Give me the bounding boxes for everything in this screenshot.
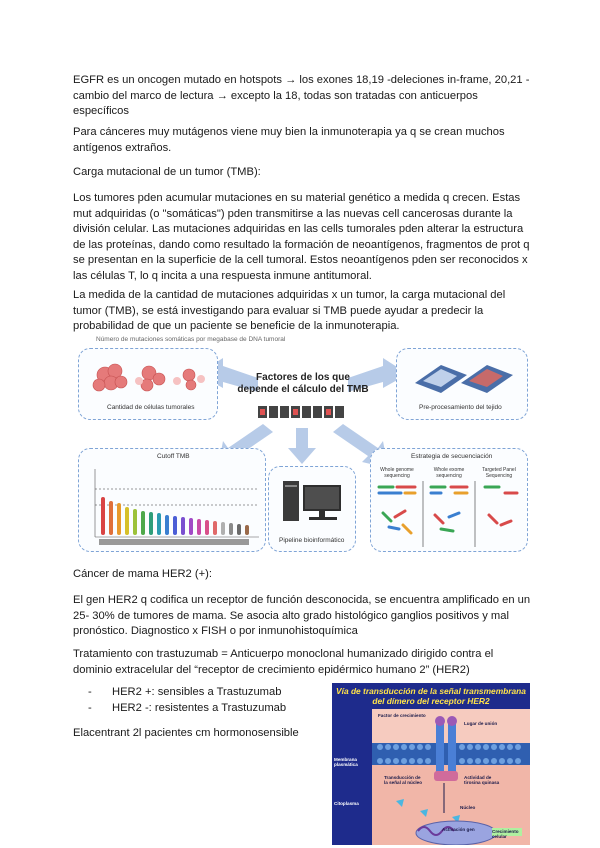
elacestrant-paragraph: Elacentrant 2l pacientes cm hormonosensible [73,727,299,739]
her2-gene-paragraph: El gen HER2 q codifica un receptor de función desconocida, se encuentra amplificado en un 25- 30% de tumores de mama. Se asocia alto grado histológico ganglios positivos y mal pronóstico. Diagnostico x FISH o por inmunohistoquímica [73,594,531,638]
her2-pathway-figure [332,683,530,845]
bullet-her2-positive [88,685,281,701]
egfr-paragraph: EGFR es un oncogen mutado en hotspots → los exones 18,19 -deleciones in-frame, 20,21 -cambio del marco de lectura → excepto la 18, todas son tratadas con anticuerpos específicos [73,74,530,118]
tumor-mutations-paragraph: Los tumores pden acumular mutaciones en su material genético a medida q crecen. Estas mut adquiridas (o "somáticas") pden transmitirse a las nuevas cell cancerosas durante la división celular. Las mutaciones adquiridas en las cells tumorales pden alterar la estructura de las proteínas, dando como resultado la formación de neoantígenos, fragmentos de prot q se presentan en la superficie de la cell tumoral. Estos neoantígenos pden ser reconocidos x las células T, lo q incita a una respuesta inmune antitumoral. [73,192,530,282]
strategy-label: Estrategia de secuenciación [411,453,493,460]
her2-title-line-2: del dímero del receptor HER2 [372,696,490,706]
center-title-line-1: Factores de los que [256,372,350,383]
bullet-text: HER2 -: resistentes a Trastuzumab [112,702,287,714]
tumor-cells-label: Cantidad de células tumorales [107,404,195,411]
label-kinase: Actividad de tirosina quinasa [464,775,500,786]
dna-blocks-icon [258,406,348,420]
pipeline-label: Pipeline bioinformático [279,537,345,544]
pipeline-box [268,466,356,552]
trastuzumab-paragraph: Tratamiento con trastuzumab = Anticuerpo monoclonal humanizado dirigido contra el dominio extracelular del “receptor de crecimiento epidérmico humano 2” (HER2) [73,648,494,676]
tumor-cells-box [78,348,218,420]
preprocessing-box [396,348,528,420]
tmb-measure-paragraph: La medida de la cantidad de mutaciones adquiridas x un tumor, la carga mutacional del tumor (TMB), se está investigando para evaluar si TMB puede ayudar a predecir la probabilidad de que un paciente se beneficie de la inmunoterapia. [73,289,506,333]
her2-title-line-1: Vía de transducción de la señal transmembrana [336,686,526,696]
tmb-factors-figure [78,336,526,550]
tissue-slides-icon [397,351,527,401]
label-nucleus: Núcleo [460,805,476,810]
wgs-label: Whole genome sequencing [380,467,414,479]
figure-header: Número de mutaciones somáticas por megabase de DNA tumoral [96,336,286,343]
wes-label: Whole exome sequencing [433,467,465,479]
preprocessing-label: Pre-procesamiento del tejido [419,404,502,411]
label-membrane: Membrana plasmática [334,757,358,768]
label-transduction: Transducción de la señal al núcleo [384,775,423,786]
label-gene-activation: Activación gen [442,827,475,832]
tmb-heading: Carga mutacional de un tumor (TMB): [73,166,261,178]
cutoff-label: Cutoff TMB [157,453,190,460]
panel-label: Targeted Panel Sequencing [482,467,516,479]
bullet-her2-negative [88,701,286,717]
center-title-line-2: depende el cálculo del TMB [237,384,369,395]
cutoff-box [78,448,266,552]
computer-icon [269,473,355,533]
label-cytoplasm: Citoplasma [334,801,359,806]
cutoff-chart-thumbnail [79,459,265,551]
bullet-dash: - [88,702,92,714]
bullet-text: HER2 +: sensibles a Trastuzumab [112,686,282,698]
her2-heading: Cáncer de mama HER2 (+): [73,568,212,580]
label-growth-factor: Factor de crecimiento [378,713,426,718]
bullet-dash: - [88,686,92,698]
label-cell-growth: Crecimiento celular [492,829,519,840]
immunotherapy-paragraph: Para cánceres muy mutágenos viene muy bien la inmunoterapia ya q se crean muchos antígenos extraños. [73,126,505,154]
tumor-cells-icon [79,351,217,401]
label-binding-site: Lugar de unión [464,721,498,726]
sequencing-reads-icon [371,481,527,551]
sequencing-strategy-box [370,448,528,552]
